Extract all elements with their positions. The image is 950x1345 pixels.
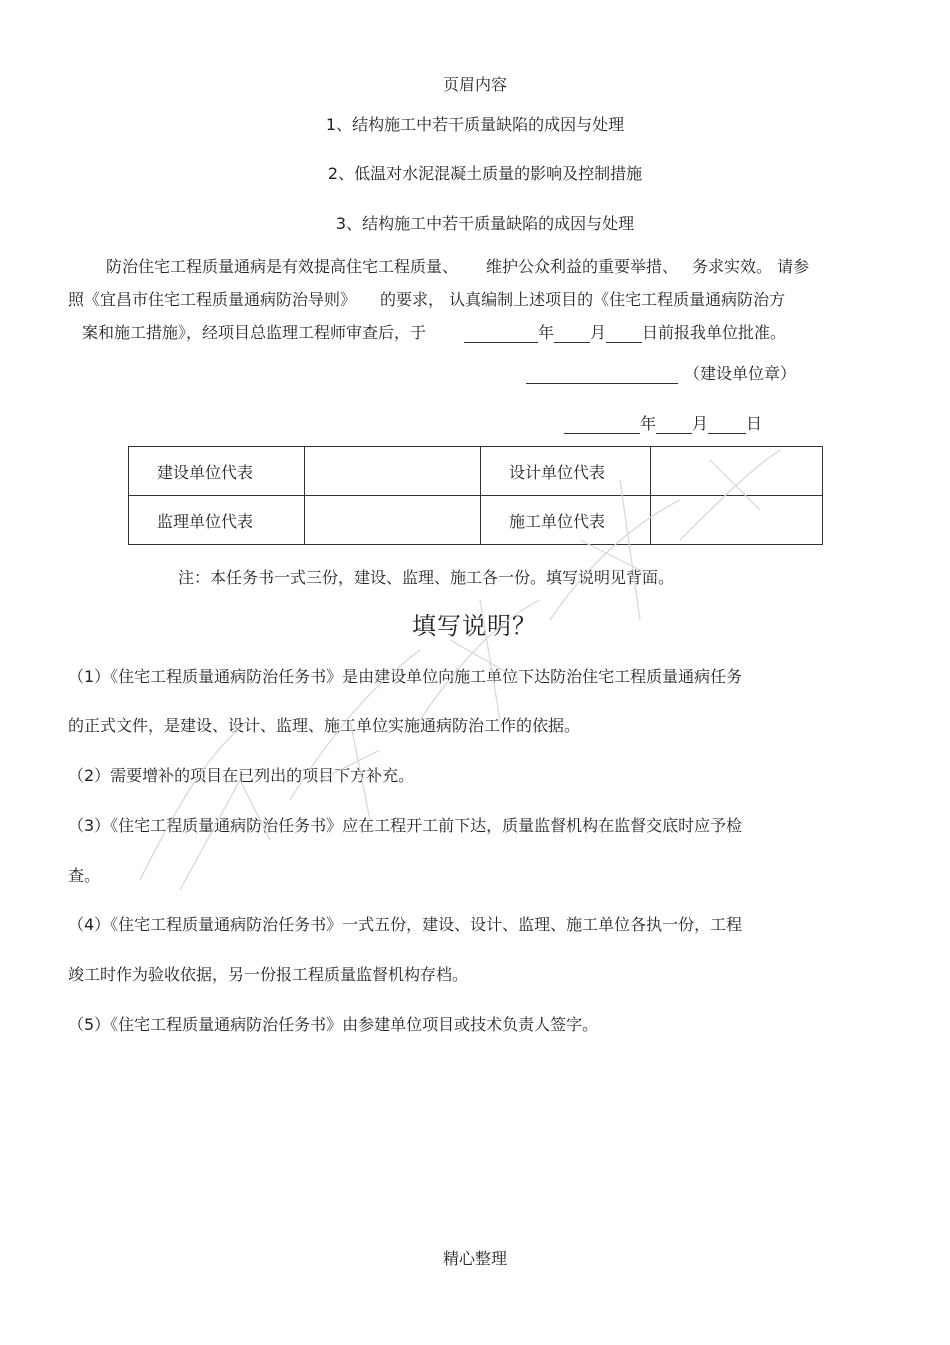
table-cell-label: 设计单位代表	[481, 447, 651, 496]
seal-blank[interactable]	[526, 365, 678, 384]
page-header: 页眉内容	[442, 75, 507, 94]
month-blank[interactable]	[554, 324, 590, 343]
paragraph-text: 务求实效。 请参	[692, 257, 810, 276]
seal-label: （建设单位章）	[684, 364, 797, 383]
sign-month-blank[interactable]	[656, 415, 692, 434]
sign-month-label: 月	[692, 414, 709, 433]
topic-item-2: 2、低温对水泥混凝土质量的影响及控制措施	[327, 164, 643, 183]
table-row	[129, 496, 823, 545]
sign-date	[564, 411, 762, 434]
instruction-line: 查。	[68, 866, 101, 885]
table-cell-value[interactable]	[305, 496, 481, 545]
instruction-line: （1）《住宅工程质量通病防治任务书》是由建设单位向施工单位下达防治住宅工程质量通病任务	[68, 667, 743, 686]
month-label: 月	[590, 323, 607, 342]
table-cell-value[interactable]	[651, 496, 823, 545]
deadline-suffix: 日前报我单位批准。	[642, 323, 787, 342]
paragraph-line-2	[68, 287, 785, 310]
seal-line	[526, 361, 796, 384]
instruction-line: （3）《住宅工程质量通病防治任务书》应在工程开工前下达，质量监督机构在监督交底时应予检	[68, 816, 743, 835]
paragraph-text: 防治住宅工程质量通病是有效提高住宅工程质量、	[106, 257, 459, 276]
sign-day-label: 日	[746, 414, 763, 433]
table-note: 注：本任务书一式三份，建设、监理、施工各一份。填写说明见背面。	[178, 568, 675, 587]
paragraph-text: 照《宜昌市住宅工程质量通病防治导则》	[68, 290, 357, 309]
topic-item-3: 3、结构施工中若干质量缺陷的成因与处理	[335, 214, 635, 233]
topic-item-1: 1、结构施工中若干质量缺陷的成因与处理	[325, 115, 625, 134]
paragraph-line-3	[82, 320, 786, 343]
page-footer: 精心整理	[442, 1249, 507, 1268]
sign-year-label: 年	[640, 414, 657, 433]
paragraph-text: 维护公众利益的重要举措、	[486, 257, 679, 276]
instructions-title: 填写说明？	[412, 612, 537, 640]
instruction-line: （5）《住宅工程质量通病防治任务书》由参建单位项目或技术负责人签字。	[68, 1015, 599, 1034]
table-row	[129, 447, 823, 496]
sign-day-blank[interactable]	[708, 415, 746, 434]
year-blank[interactable]	[464, 324, 538, 343]
paragraph-text: 案和施工措施》，经项目总监理工程师审查后，于	[82, 323, 427, 342]
table-cell-label: 施工单位代表	[481, 496, 651, 545]
day-blank[interactable]	[606, 324, 642, 343]
table-cell-label: 建设单位代表	[129, 447, 305, 496]
paragraph-line-1	[106, 254, 809, 277]
sign-year-blank[interactable]	[564, 415, 640, 434]
paragraph-text: 的要求， 认真编制上述项目的《住宅工程质量通病防治方	[380, 290, 786, 309]
instruction-line: 的正式文件，是建设、设计、监理、施工单位实施通病防治工作的依据。	[68, 716, 581, 735]
representative-table	[128, 446, 823, 545]
table-cell-label: 监理单位代表	[129, 496, 305, 545]
table-cell-value[interactable]	[651, 447, 823, 496]
table-cell-value[interactable]	[305, 447, 481, 496]
instruction-line: 竣工时作为验收依据，另一份报工程质量监督机构存档。	[68, 965, 469, 984]
instruction-line: （2）需要增补的项目在已列出的项目下方补充。	[68, 766, 415, 785]
instruction-line: （4）《住宅工程质量通病防治任务书》一式五份，建设、设计、监理、施工单位各执一份，工程	[68, 915, 743, 934]
year-label: 年	[538, 323, 555, 342]
